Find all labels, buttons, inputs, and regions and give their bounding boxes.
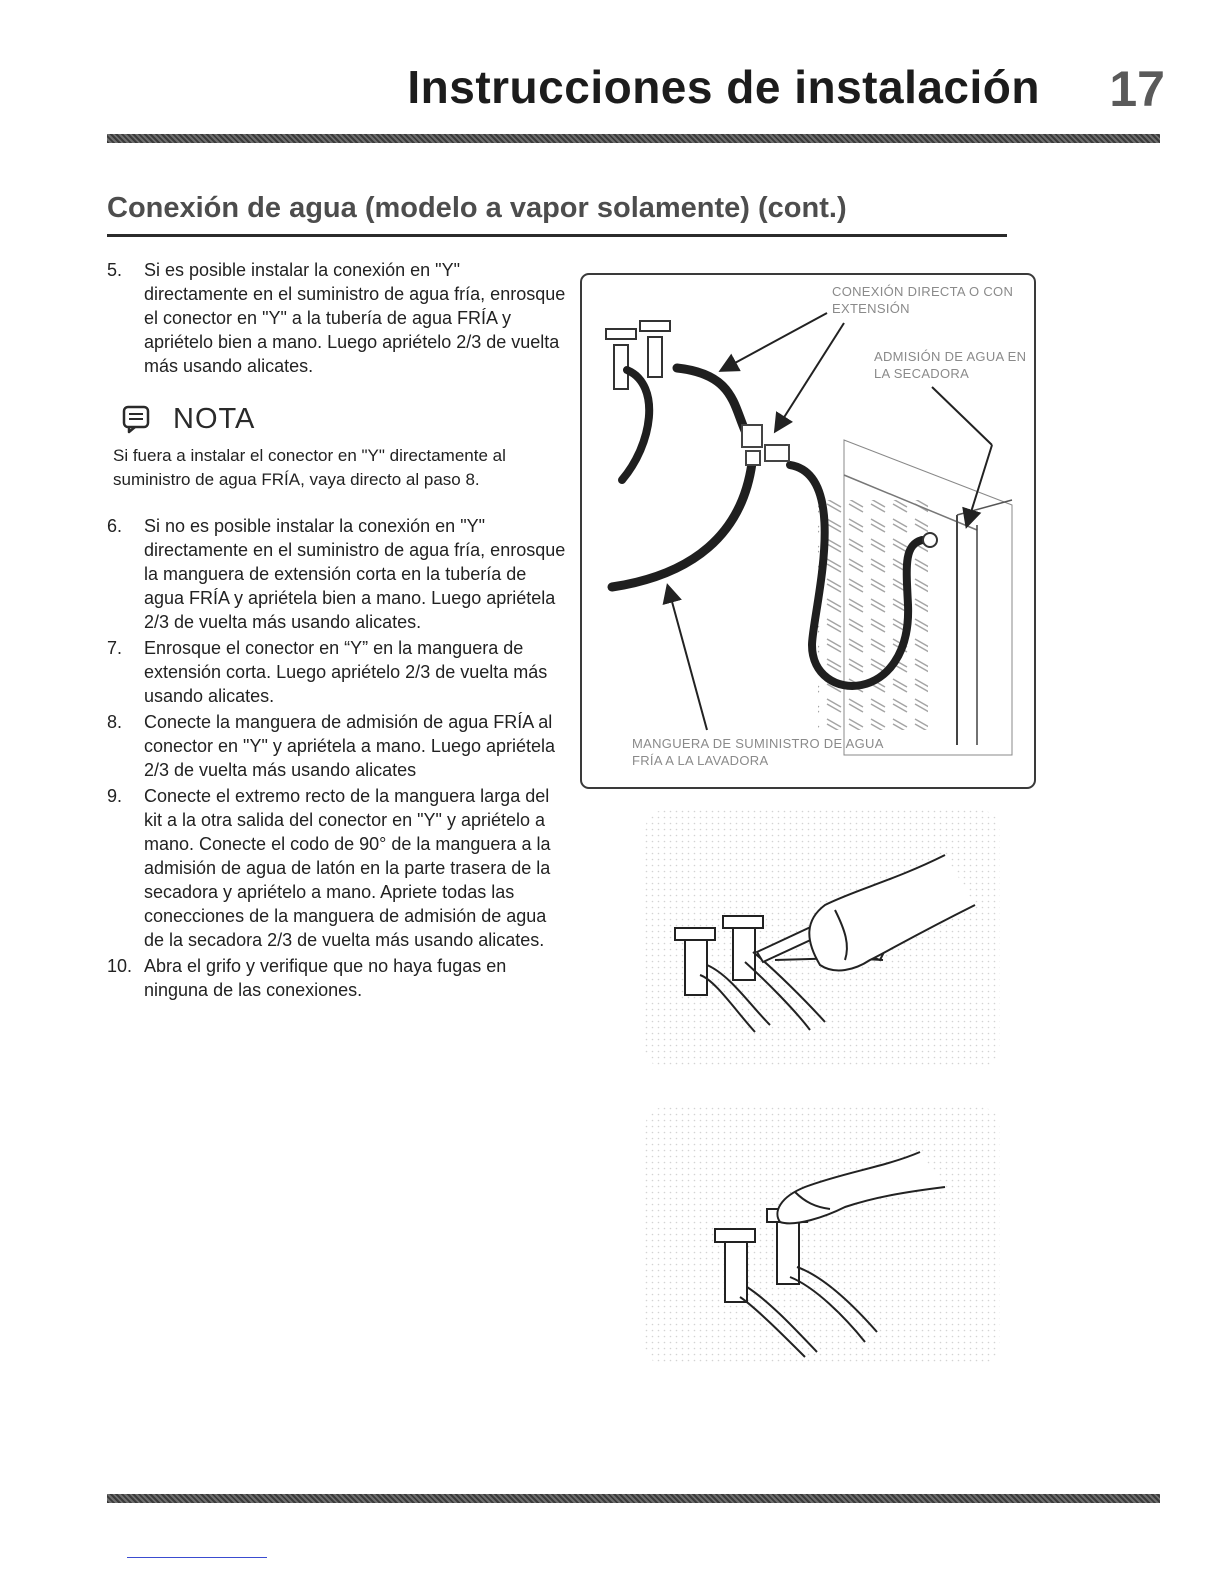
instruction-steps xyxy=(107,258,567,1004)
step-text: Si no es posible instalar la conexión en "Y" directamente en el suministro de agua fría, enrosque la manguera de extensión corta en la tubería de agua FRÍA y apriétela bien a mano. Luego apriétela 2/3 de vuelta más usando alicates. xyxy=(144,516,566,632)
section-title: Conexión de agua (modelo a vapor solamente) (cont.) xyxy=(107,192,847,224)
footer-mark xyxy=(127,1557,267,1558)
water-intake-icon xyxy=(923,533,937,547)
footer-divider xyxy=(107,1494,1160,1503)
page-number: 17 xyxy=(1109,61,1165,117)
callout-dryer-intake: ADMISIÓN DE AGUA EN LA SECADORA xyxy=(874,349,1027,381)
dryer-cabinet xyxy=(818,440,1012,755)
connection-diagram xyxy=(580,273,1036,789)
note-icon xyxy=(121,404,155,434)
step-text: Si es posible instalar la conexión en "Y" directamente en el suministro de agua fría, enrosque el conector en "Y" a la tubería de agua FRÍA y apriételo bien a mano. Luego apriételo 2/3 de vuelta más usando alicates. xyxy=(144,260,566,376)
callout-washer-supply: MANGUERA DE SUMINISTRO DE AGUA FRÍA A LA LAVADORA xyxy=(632,736,883,768)
steps-group xyxy=(107,514,567,1002)
step-number: 10. xyxy=(107,956,133,976)
step-item xyxy=(107,258,567,378)
note-header xyxy=(121,398,567,440)
step-text: Enrosque el conector en “Y” en la manguera de extensión corta. Luego apriételo 2/3 de vuelta más usando alicates. xyxy=(144,638,548,706)
step-item xyxy=(107,636,567,708)
pliers-illustration xyxy=(645,810,1000,1068)
header-divider xyxy=(107,134,1160,143)
section-divider xyxy=(107,234,1007,237)
note-label: NOTA xyxy=(173,402,256,435)
step-text: Conecte la manguera de admisión de agua FRÍA al conector en "Y" y apriétela a mano. Luego apriétela 2/3 de vuelta más usando alicates xyxy=(144,712,556,780)
step-item xyxy=(107,784,567,952)
step-number: 5. xyxy=(107,260,123,280)
step-item xyxy=(107,710,567,782)
note-box xyxy=(107,398,567,492)
step-item xyxy=(107,514,567,634)
step-item xyxy=(107,954,567,1002)
step-number: 9. xyxy=(107,786,123,806)
y-connector xyxy=(742,425,789,465)
step-text: Abra el grifo y verifique que no haya fugas en ninguna de las conexiones. xyxy=(144,956,507,1000)
step-number: 6. xyxy=(107,516,123,536)
background-texture xyxy=(645,1107,1000,1365)
step-text: Conecte el extremo recto de la manguera larga del kit a la otra salida del conector en "Y" y apriételo a mano. Conecte el codo de 90° de la manguera a la admisión de agua de latón en la parte trasera de la secadora y apriételo a mano. Apriete todas las conecciones de la manguera de admisión de agua de la secadora 2/3 de vuelta más usando alicates. xyxy=(144,786,551,950)
callout-direct-connection: CONEXIÓN DIRECTA O CON EXTENSIÓN xyxy=(832,284,1014,316)
hand-tighten-illustration xyxy=(645,1107,1000,1365)
step-number: 8. xyxy=(107,712,123,732)
note-text: Si fuera a instalar el conector en "Y" directamente al suministro de agua FRÍA, vaya directo al paso 8. xyxy=(113,446,506,489)
page-title: Instrucciones de instalación xyxy=(407,61,1040,113)
step-number: 7. xyxy=(107,638,123,658)
